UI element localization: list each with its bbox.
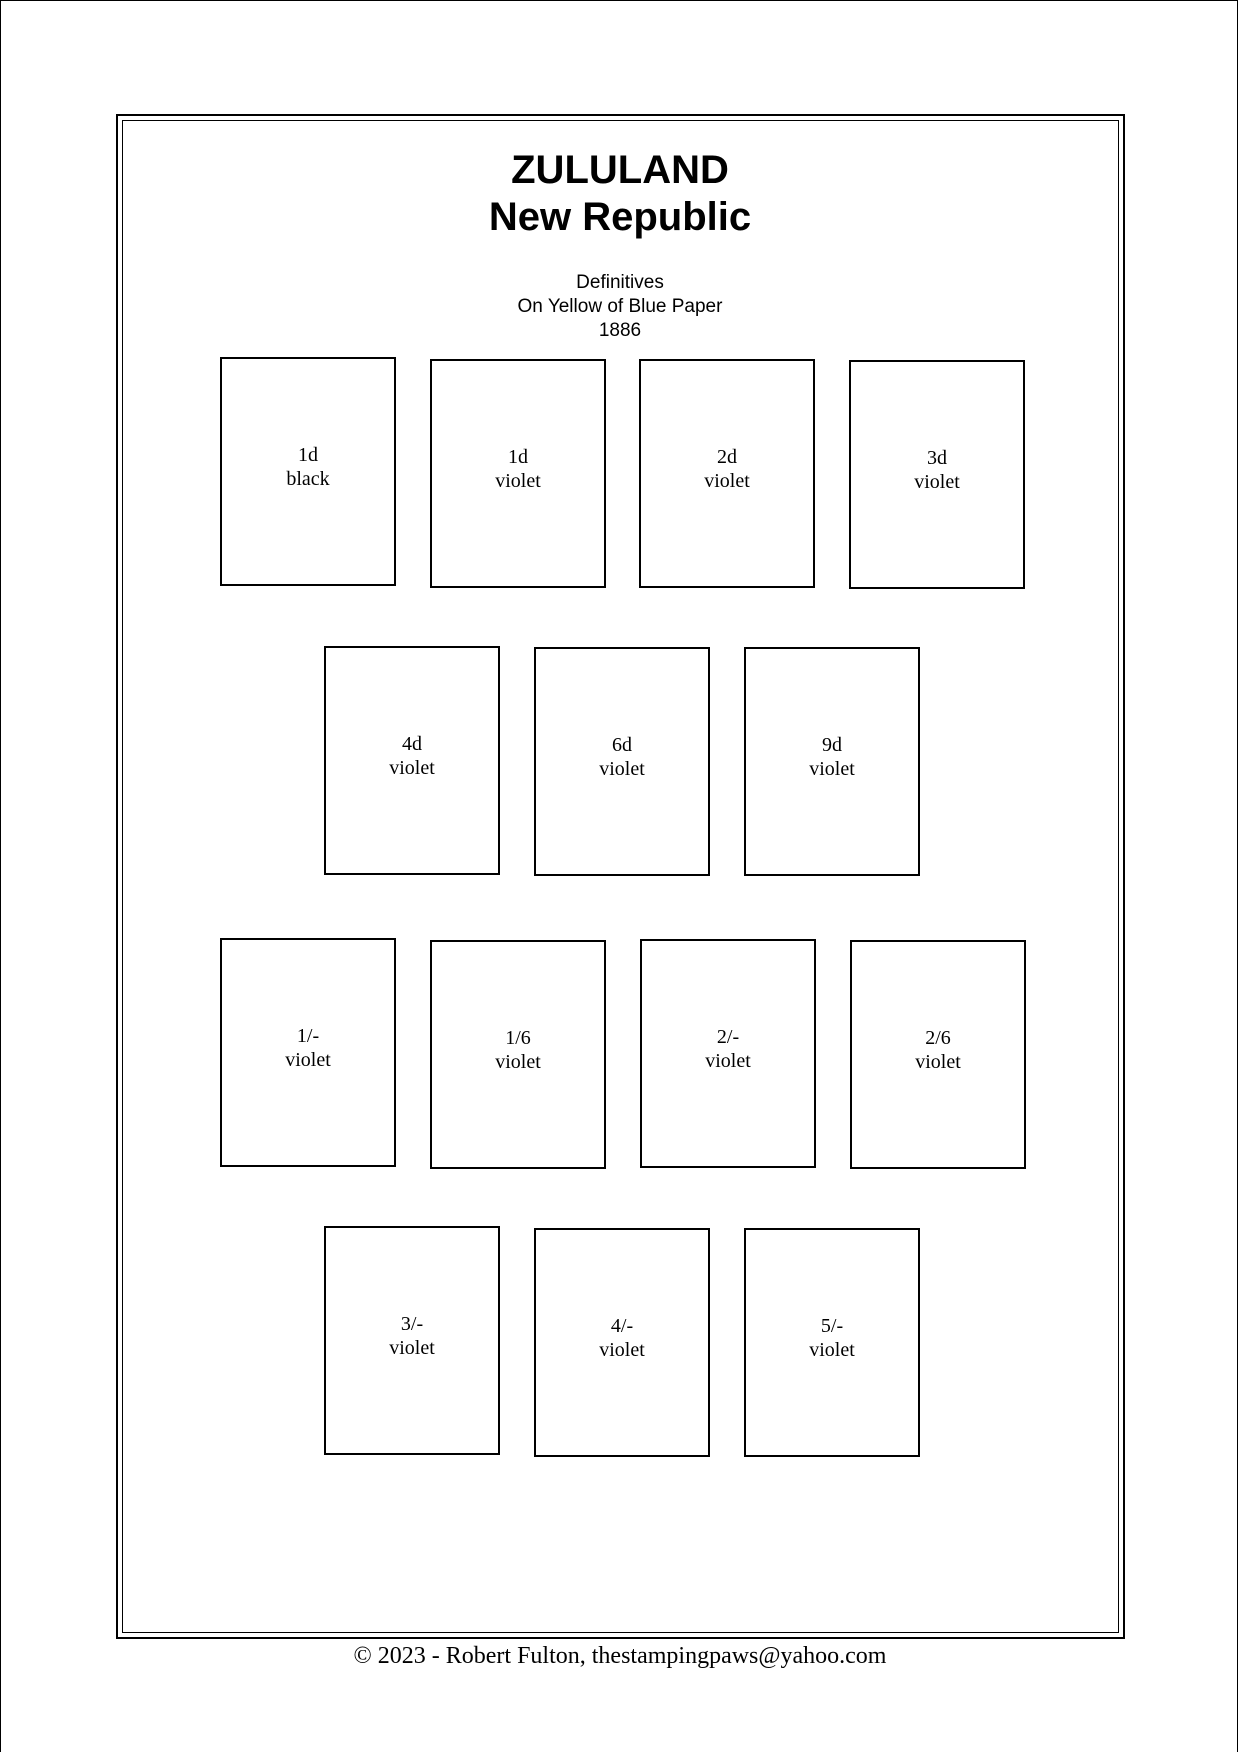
stamp-slot	[640, 939, 816, 1168]
stamp-slot	[220, 357, 396, 586]
stamp-slot	[744, 1228, 920, 1457]
stamp-slot	[430, 940, 606, 1169]
stamp-color: black	[286, 468, 330, 490]
stamp-slot	[639, 359, 815, 588]
stamp-slot	[430, 359, 606, 588]
stamp-color: violet	[809, 1339, 855, 1361]
page-title: ZULULAND	[511, 148, 729, 192]
stamp-value: 1d	[298, 444, 318, 466]
page-subtitle: New Republic	[488, 195, 752, 239]
stamp-color: violet	[915, 1051, 961, 1073]
stamp-value: 4d	[402, 733, 422, 755]
stamp-color: violet	[389, 757, 435, 779]
stamp-value: 3d	[927, 447, 947, 469]
stamp-color: violet	[809, 758, 855, 780]
copyright-footer: © 2023 - Robert Fulton, thestampingpaws@yahoo.com	[353, 1643, 887, 1669]
stamp-slot	[220, 938, 396, 1167]
stamp-value: 4/-	[610, 1315, 634, 1337]
stamp-color: violet	[389, 1337, 435, 1359]
section-year: 1886	[598, 320, 642, 341]
stamp-value: 2/6	[925, 1027, 951, 1049]
stamp-color: violet	[599, 1339, 645, 1361]
stamp-slot	[850, 940, 1026, 1169]
stamp-value: 1/-	[296, 1025, 320, 1047]
stamp-color: violet	[914, 471, 960, 493]
stamp-slot	[534, 1228, 710, 1457]
stamp-color: violet	[495, 470, 541, 492]
section-paper: On Yellow of Blue Paper	[517, 296, 723, 317]
stamp-value: 2d	[717, 446, 737, 468]
section-heading: Definitives	[576, 272, 664, 293]
stamp-value: 1/6	[505, 1027, 531, 1049]
stamp-value: 6d	[612, 734, 632, 756]
stamp-slot	[744, 647, 920, 876]
stamp-color: violet	[705, 1050, 751, 1072]
stamp-color: violet	[599, 758, 645, 780]
stamp-value: 2/-	[716, 1026, 740, 1048]
stamp-value: 1d	[508, 446, 528, 468]
stamp-color: violet	[704, 470, 750, 492]
stamp-value: 9d	[822, 734, 842, 756]
stamp-value: 5/-	[820, 1315, 844, 1337]
stamp-color: violet	[285, 1049, 331, 1071]
stamp-color: violet	[495, 1051, 541, 1073]
stamp-slot	[849, 360, 1025, 589]
stamp-slot	[324, 646, 500, 875]
stamp-slot	[534, 647, 710, 876]
stamp-value: 3/-	[400, 1313, 424, 1335]
stamp-slot	[324, 1226, 500, 1455]
